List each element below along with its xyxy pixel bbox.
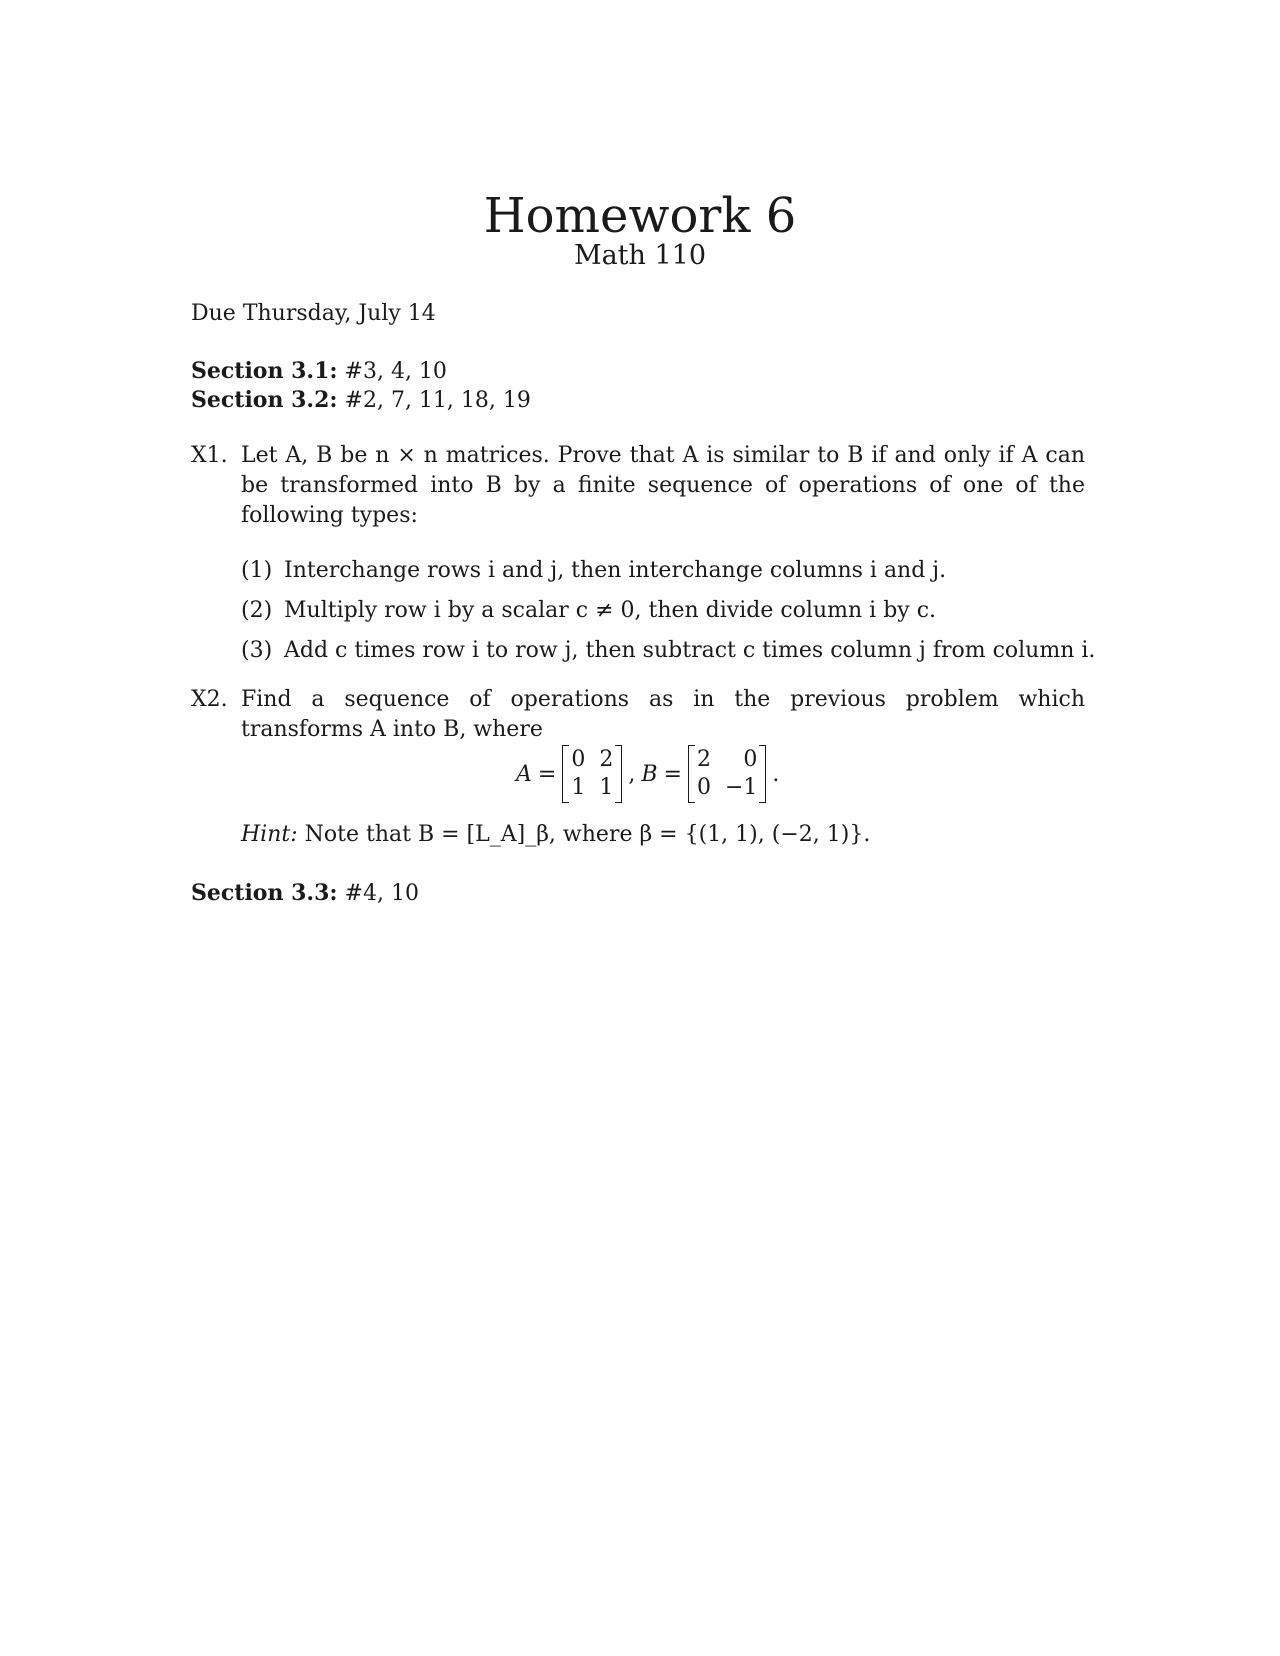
matrix-cell: 0 [696, 775, 711, 800]
hint-label: Hint: [241, 822, 298, 847]
operation-text: Add c times row i to row j, then subtract c times column j from column i. [284, 638, 1096, 663]
matrix-b-name: B [641, 761, 658, 787]
matrix-cell: 0 [743, 747, 758, 772]
matrix-equation [516, 742, 779, 806]
problem-statement: Find a sequence of operations as in the previous problem which transforms A into B, where [241, 687, 1085, 742]
equals-sign: = [537, 761, 557, 787]
operation-number: (2) [241, 598, 273, 623]
period: . [772, 761, 780, 787]
operation-item [241, 596, 1101, 636]
problem-x2 [191, 685, 1085, 745]
course-subtitle: Math 110 [573, 240, 707, 271]
page-title: Homework 6 [483, 188, 797, 244]
problem-statement: Let A, B be n × n matrices. Prove that A is similar to B if and only if A can be transformed into B by a finite sequence of operations of one of the following types: [241, 443, 1085, 528]
matrix-cell: 0 [571, 747, 586, 772]
operation-number: (1) [241, 558, 273, 583]
equals-sign: = [663, 761, 682, 787]
due-date: Due Thursday, July 14 [191, 301, 436, 326]
matrix-cell: 1 [599, 775, 614, 800]
hint [241, 820, 870, 850]
matrix-b [688, 745, 766, 803]
operation-number: (3) [241, 638, 273, 663]
section-label: Section 3.1: [191, 358, 338, 384]
comma-separator: , [628, 761, 636, 787]
operation-text: Multiply row i by a scalar c ≠ 0, then divide column i by c. [284, 598, 937, 623]
section-problems: #3, 4, 10 [344, 359, 447, 384]
section-3-3-assignment [191, 878, 419, 909]
problem-x1 [191, 441, 1085, 531]
operation-list [241, 556, 1101, 676]
problem-number: X2. [191, 687, 228, 712]
operation-text: Interchange rows i and j, then interchange columns i and j. [284, 558, 947, 583]
matrix-a [562, 745, 622, 803]
problem-number: X1. [191, 443, 228, 468]
section-problems: #4, 10 [344, 881, 419, 906]
hint-text: Note that B = [L_A]_β, where β = {(1, 1), (−2, 1)}. [304, 822, 871, 847]
matrix-cell: −1 [724, 775, 758, 800]
section-label: Section 3.2: [191, 387, 338, 413]
matrix-a-name: A [516, 761, 532, 787]
section-problems: #2, 7, 11, 18, 19 [344, 388, 531, 413]
operation-item [241, 636, 1101, 676]
operation-item [241, 556, 1101, 596]
matrix-cell: 1 [571, 775, 586, 800]
matrix-cell: 2 [696, 747, 711, 772]
section-label: Section 3.3: [191, 880, 338, 906]
matrix-cell: 2 [599, 747, 614, 772]
section-3-1-assignment [191, 356, 447, 387]
section-3-2-assignment [191, 385, 531, 416]
